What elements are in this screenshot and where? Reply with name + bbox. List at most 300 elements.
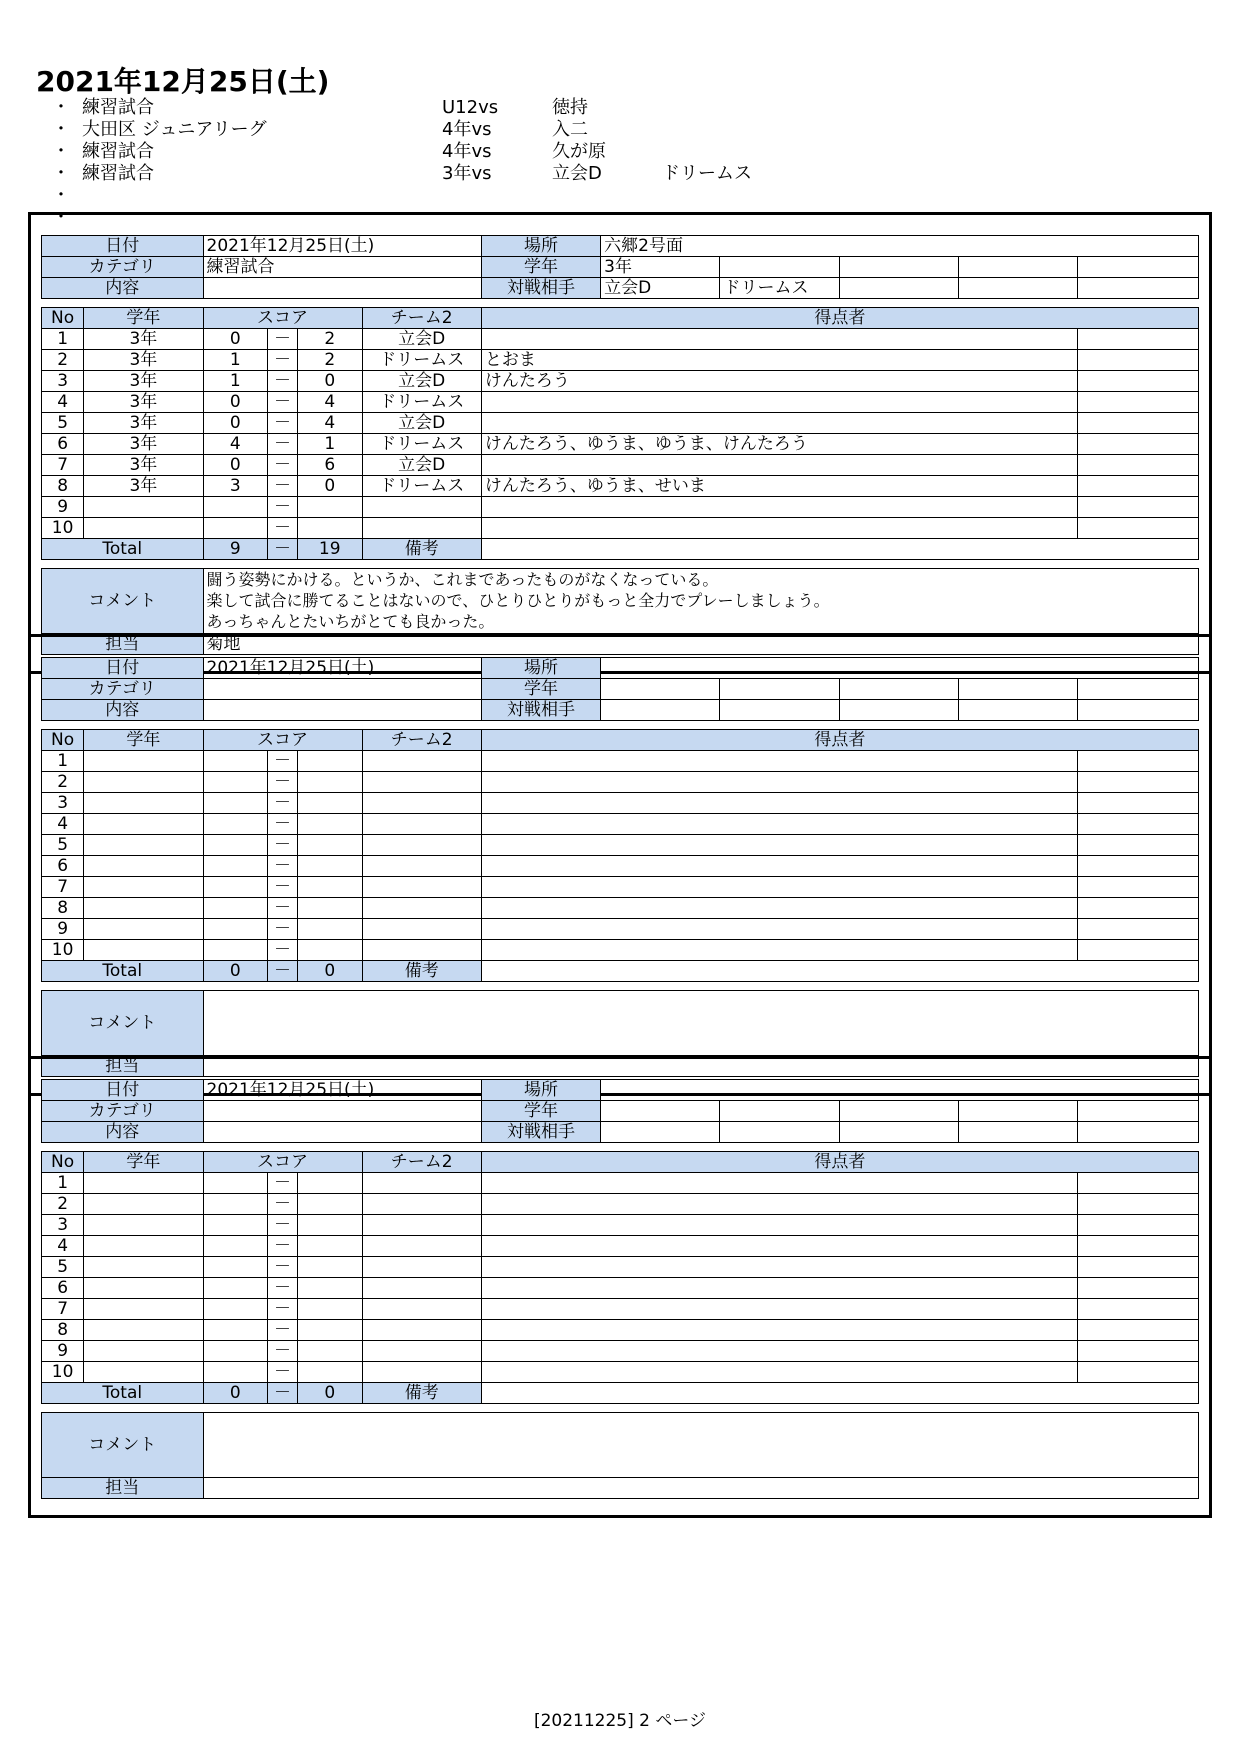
row-no: 1 xyxy=(42,1173,84,1194)
place-value xyxy=(601,658,1199,679)
grade-value xyxy=(601,679,720,700)
row-score-2: 4 xyxy=(297,413,362,434)
score-header: スコア xyxy=(203,1152,362,1173)
table-row xyxy=(42,772,1199,793)
row-scorers: けんたろう、ゆうま、ゆうま、けんたろう xyxy=(481,434,1077,455)
row-no: 10 xyxy=(42,940,84,961)
row-team2: ドリームス xyxy=(362,476,481,497)
score-header: スコア xyxy=(203,730,362,751)
score-header: スコア xyxy=(203,308,362,329)
table-row xyxy=(42,1320,1199,1341)
row-no: 3 xyxy=(42,371,84,392)
schedule-type: 練習試合 xyxy=(82,97,154,118)
score-dash: － xyxy=(268,350,298,371)
row-team2 xyxy=(362,940,481,961)
row-scorers: けんたろう xyxy=(481,371,1077,392)
score-dash: － xyxy=(268,1257,298,1278)
in-charge-label: 担当 xyxy=(42,634,204,655)
row-score-1 xyxy=(203,898,268,919)
schedule-opponent: 立会D xyxy=(552,163,602,184)
row-scorers: とおま xyxy=(481,350,1077,371)
row-score-1 xyxy=(203,1257,268,1278)
row-no: 10 xyxy=(42,1362,84,1383)
row-scorers xyxy=(481,856,1077,877)
grade-extra xyxy=(959,1101,1078,1122)
score-dash: － xyxy=(268,518,298,539)
row-score-1: 3 xyxy=(203,476,268,497)
row-scorers-extra xyxy=(1078,1341,1199,1362)
row-grade xyxy=(84,856,203,877)
opponent-extra xyxy=(1078,700,1199,721)
notes-value xyxy=(481,1383,1198,1404)
page-title: 2021年12月25日(土) xyxy=(36,65,330,98)
row-score-1 xyxy=(203,1320,268,1341)
row-grade: 3年 xyxy=(84,434,203,455)
row-score-2 xyxy=(297,856,362,877)
row-grade xyxy=(84,940,203,961)
row-team2: 立会D xyxy=(362,371,481,392)
row-score-1 xyxy=(203,1341,268,1362)
row-score-2 xyxy=(297,497,362,518)
grade-label: 学年 xyxy=(481,257,600,278)
row-scorers xyxy=(481,835,1077,856)
no-header: No xyxy=(42,308,84,329)
row-team2 xyxy=(362,1194,481,1215)
row-team2: 立会D xyxy=(362,455,481,476)
row-score-1 xyxy=(203,518,268,539)
row-team2 xyxy=(362,1257,481,1278)
row-grade xyxy=(84,898,203,919)
score-dash: － xyxy=(268,539,298,560)
score-dash: － xyxy=(268,793,298,814)
opponent-label: 対戦相手 xyxy=(481,1122,600,1143)
notes-label: 備考 xyxy=(362,961,481,982)
table-row xyxy=(42,814,1199,835)
place-label: 場所 xyxy=(481,1080,600,1101)
row-scorers-extra xyxy=(1078,1299,1199,1320)
comment-line: あっちゃんとたいちがとても良かった。 xyxy=(206,612,495,631)
score-dash: － xyxy=(268,919,298,940)
table-row xyxy=(42,350,1199,371)
scorers-header: 得点者 xyxy=(481,308,1198,329)
in-charge-label: 担当 xyxy=(42,1056,204,1077)
row-scorers-extra xyxy=(1078,392,1199,413)
score-dash: － xyxy=(268,434,298,455)
place-value xyxy=(601,1080,1199,1101)
content-label: 内容 xyxy=(42,1122,204,1143)
score-table xyxy=(41,307,1199,560)
score-dash: － xyxy=(268,1299,298,1320)
row-scorers xyxy=(481,329,1077,350)
opponent-extra xyxy=(1078,278,1199,299)
row-scorers-extra xyxy=(1078,413,1199,434)
grade-extra xyxy=(959,257,1078,278)
row-scorers xyxy=(481,1215,1077,1236)
row-team2 xyxy=(362,1299,481,1320)
score-dash: － xyxy=(268,476,298,497)
row-scorers-extra xyxy=(1078,518,1199,539)
match-report-block xyxy=(28,634,1212,1096)
scorers-header: 得点者 xyxy=(481,1152,1198,1173)
table-row xyxy=(42,329,1199,350)
total-label: Total xyxy=(42,1383,204,1404)
schedule-bullet: ・ xyxy=(52,97,70,118)
row-score-1 xyxy=(203,1194,268,1215)
opponent-extra xyxy=(839,1122,958,1143)
row-scorers-extra xyxy=(1078,434,1199,455)
opponent-value-2 xyxy=(720,1122,839,1143)
date-label: 日付 xyxy=(42,236,204,257)
row-scorers-extra xyxy=(1078,877,1199,898)
table-row xyxy=(42,940,1199,961)
row-scorers-extra xyxy=(1078,329,1199,350)
notes-value xyxy=(481,539,1198,560)
total-label: Total xyxy=(42,961,204,982)
score-table xyxy=(41,1151,1199,1404)
total-row xyxy=(42,1383,1199,1404)
row-scorers-extra xyxy=(1078,1173,1199,1194)
score-dash: － xyxy=(268,835,298,856)
row-scorers-extra xyxy=(1078,814,1199,835)
schedule-bullet: ・ xyxy=(52,207,70,228)
comment-label: コメント xyxy=(42,569,204,634)
row-team2: ドリームス xyxy=(362,350,481,371)
date-label: 日付 xyxy=(42,1080,204,1101)
row-no: 4 xyxy=(42,814,84,835)
row-grade xyxy=(84,1362,203,1383)
opponent-label: 対戦相手 xyxy=(481,700,600,721)
schedule-bullet: ・ xyxy=(52,141,70,162)
row-scorers xyxy=(481,793,1077,814)
table-row xyxy=(42,1362,1199,1383)
content-value xyxy=(203,700,481,721)
total-score-1: 9 xyxy=(203,539,268,560)
row-score-2 xyxy=(297,814,362,835)
schedule-bullet: ・ xyxy=(52,119,70,140)
row-score-2: 2 xyxy=(297,350,362,371)
score-dash: － xyxy=(268,413,298,434)
row-score-2 xyxy=(297,793,362,814)
row-grade xyxy=(84,1341,203,1362)
table-row xyxy=(42,1173,1199,1194)
score-dash: － xyxy=(268,371,298,392)
row-score-2 xyxy=(297,1341,362,1362)
row-score-1 xyxy=(203,751,268,772)
comment-value xyxy=(203,1413,1198,1478)
row-team2 xyxy=(362,1320,481,1341)
row-scorers-extra xyxy=(1078,772,1199,793)
row-team2 xyxy=(362,835,481,856)
row-score-1 xyxy=(203,940,268,961)
row-team2 xyxy=(362,856,481,877)
grade-header: 学年 xyxy=(84,1152,203,1173)
row-scorers xyxy=(481,919,1077,940)
score-dash: － xyxy=(268,877,298,898)
row-no: 8 xyxy=(42,1320,84,1341)
row-score-1 xyxy=(203,1236,268,1257)
row-score-2: 0 xyxy=(297,476,362,497)
grade-extra xyxy=(1078,1101,1199,1122)
row-score-1 xyxy=(203,1278,268,1299)
grade-extra xyxy=(1078,679,1199,700)
row-grade xyxy=(84,1320,203,1341)
row-scorers xyxy=(481,898,1077,919)
score-dash: － xyxy=(268,898,298,919)
grade-extra xyxy=(720,679,839,700)
row-no: 3 xyxy=(42,793,84,814)
total-score-2: 0 xyxy=(297,1383,362,1404)
opponent-value xyxy=(601,1122,720,1143)
row-score-2 xyxy=(297,1194,362,1215)
row-team2 xyxy=(362,1341,481,1362)
row-team2 xyxy=(362,919,481,940)
row-scorers-extra xyxy=(1078,835,1199,856)
row-no: 9 xyxy=(42,1341,84,1362)
row-score-2 xyxy=(297,898,362,919)
row-scorers xyxy=(481,1236,1077,1257)
table-row xyxy=(42,434,1199,455)
notes-label: 備考 xyxy=(362,1383,481,1404)
row-grade xyxy=(84,518,203,539)
row-scorers xyxy=(481,1257,1077,1278)
row-scorers-extra xyxy=(1078,1215,1199,1236)
row-grade xyxy=(84,1299,203,1320)
row-scorers-extra xyxy=(1078,476,1199,497)
row-scorers-extra xyxy=(1078,919,1199,940)
row-score-1 xyxy=(203,919,268,940)
total-score-1: 0 xyxy=(203,1383,268,1404)
row-scorers xyxy=(481,751,1077,772)
opponent-label: 対戦相手 xyxy=(481,278,600,299)
row-score-1 xyxy=(203,814,268,835)
team2-header: チーム2 xyxy=(362,1152,481,1173)
grade-extra xyxy=(1078,257,1199,278)
row-no: 1 xyxy=(42,751,84,772)
score-dash: － xyxy=(268,1215,298,1236)
category-value: 練習試合 xyxy=(203,257,481,278)
row-grade: 3年 xyxy=(84,392,203,413)
row-scorers-extra xyxy=(1078,898,1199,919)
table-row xyxy=(42,1194,1199,1215)
row-team2: 立会D xyxy=(362,329,481,350)
row-scorers xyxy=(481,455,1077,476)
row-grade xyxy=(84,1215,203,1236)
schedule-opponent: 入二 xyxy=(552,119,588,140)
row-no: 5 xyxy=(42,835,84,856)
row-team2: ドリームス xyxy=(362,392,481,413)
opponent-extra xyxy=(959,700,1078,721)
schedule-opponent-2: ドリームス xyxy=(662,163,752,184)
score-table xyxy=(41,729,1199,982)
row-scorers xyxy=(481,413,1077,434)
row-scorers-extra xyxy=(1078,371,1199,392)
row-scorers: けんたろう、ゆうま、せいま xyxy=(481,476,1077,497)
row-team2 xyxy=(362,518,481,539)
notes-value xyxy=(481,961,1198,982)
row-score-2 xyxy=(297,1257,362,1278)
score-dash: － xyxy=(268,1194,298,1215)
table-row xyxy=(42,835,1199,856)
table-row xyxy=(42,413,1199,434)
row-score-1 xyxy=(203,793,268,814)
row-no: 4 xyxy=(42,392,84,413)
row-grade: 3年 xyxy=(84,350,203,371)
row-grade xyxy=(84,835,203,856)
row-grade xyxy=(84,1173,203,1194)
row-team2 xyxy=(362,497,481,518)
schedule-grade: 4年vs xyxy=(442,119,492,140)
row-score-2 xyxy=(297,919,362,940)
row-no: 3 xyxy=(42,1215,84,1236)
row-score-2 xyxy=(297,1215,362,1236)
row-score-2 xyxy=(297,940,362,961)
row-scorers xyxy=(481,1173,1077,1194)
scorers-header: 得点者 xyxy=(481,730,1198,751)
row-no: 9 xyxy=(42,497,84,518)
row-scorers-extra xyxy=(1078,1320,1199,1341)
opponent-value-2: ドリームス xyxy=(720,278,839,299)
match-info-table xyxy=(41,1079,1199,1143)
row-scorers xyxy=(481,1299,1077,1320)
date-label: 日付 xyxy=(42,658,204,679)
row-score-2: 6 xyxy=(297,455,362,476)
row-score-2 xyxy=(297,1278,362,1299)
row-grade xyxy=(84,1278,203,1299)
category-value xyxy=(203,1101,481,1122)
score-dash: － xyxy=(268,940,298,961)
score-dash: － xyxy=(268,772,298,793)
row-scorers-extra xyxy=(1078,1362,1199,1383)
row-team2 xyxy=(362,877,481,898)
notes-label: 備考 xyxy=(362,539,481,560)
row-score-2: 1 xyxy=(297,434,362,455)
row-score-1: 0 xyxy=(203,455,268,476)
comment-value xyxy=(203,991,1198,1056)
row-no: 5 xyxy=(42,413,84,434)
row-score-2: 2 xyxy=(297,329,362,350)
row-score-1 xyxy=(203,877,268,898)
row-score-1 xyxy=(203,497,268,518)
match-info-table xyxy=(41,657,1199,721)
schedule-bullet: ・ xyxy=(52,185,70,206)
date-value: 2021年12月25日(土) xyxy=(203,658,481,679)
row-no: 2 xyxy=(42,350,84,371)
content-label: 内容 xyxy=(42,278,204,299)
row-grade xyxy=(84,751,203,772)
in-charge-label: 担当 xyxy=(42,1478,204,1499)
category-label: カテゴリ xyxy=(42,1101,204,1122)
row-scorers xyxy=(481,1341,1077,1362)
grade-extra xyxy=(959,679,1078,700)
match-report-block xyxy=(28,1056,1212,1518)
table-row xyxy=(42,518,1199,539)
total-score-1: 0 xyxy=(203,961,268,982)
schedule-bullet: ・ xyxy=(52,163,70,184)
table-row xyxy=(42,392,1199,413)
comment-line: 闘う姿勢にかける。というか、これまであったものがなくなっている。 xyxy=(206,570,719,589)
row-scorers-extra xyxy=(1078,793,1199,814)
row-team2 xyxy=(362,898,481,919)
row-score-2: 0 xyxy=(297,371,362,392)
team2-header: チーム2 xyxy=(362,730,481,751)
row-team2 xyxy=(362,751,481,772)
opponent-extra xyxy=(839,700,958,721)
row-scorers xyxy=(481,772,1077,793)
row-grade xyxy=(84,1257,203,1278)
score-dash: － xyxy=(268,392,298,413)
row-team2 xyxy=(362,1236,481,1257)
score-dash: － xyxy=(268,455,298,476)
match-report-block xyxy=(28,212,1212,674)
row-grade xyxy=(84,877,203,898)
row-scorers-extra xyxy=(1078,856,1199,877)
row-scorers xyxy=(481,1320,1077,1341)
comment-label: コメント xyxy=(42,991,204,1056)
row-team2 xyxy=(362,814,481,835)
schedule-opponent: 徳持 xyxy=(552,97,588,118)
row-no: 8 xyxy=(42,898,84,919)
row-no: 2 xyxy=(42,772,84,793)
table-row xyxy=(42,1215,1199,1236)
row-no: 9 xyxy=(42,919,84,940)
table-row xyxy=(42,1236,1199,1257)
row-score-1: 0 xyxy=(203,413,268,434)
row-score-1 xyxy=(203,1215,268,1236)
score-dash: － xyxy=(268,1236,298,1257)
score-dash: － xyxy=(268,497,298,518)
row-grade: 3年 xyxy=(84,371,203,392)
schedule-grade: U12vs xyxy=(442,97,499,118)
in-charge-value xyxy=(203,1478,1198,1499)
opponent-value xyxy=(601,700,720,721)
row-score-2 xyxy=(297,877,362,898)
row-no: 1 xyxy=(42,329,84,350)
row-score-1 xyxy=(203,1299,268,1320)
place-label: 場所 xyxy=(481,236,600,257)
row-score-2 xyxy=(297,751,362,772)
comment-line: 楽して試合に勝てることはないので、ひとりひとりがもっと全力でプレーしましょう。 xyxy=(206,591,830,610)
opponent-extra xyxy=(959,278,1078,299)
row-no: 4 xyxy=(42,1236,84,1257)
row-score-2 xyxy=(297,1299,362,1320)
place-label: 場所 xyxy=(481,658,600,679)
row-score-2 xyxy=(297,1173,362,1194)
row-grade xyxy=(84,919,203,940)
row-team2 xyxy=(362,1173,481,1194)
grade-label: 学年 xyxy=(481,1101,600,1122)
table-row xyxy=(42,751,1199,772)
total-score-2: 0 xyxy=(297,961,362,982)
content-value xyxy=(203,278,481,299)
row-team2 xyxy=(362,1362,481,1383)
grade-value: 3年 xyxy=(601,257,720,278)
comment-label: コメント xyxy=(42,1413,204,1478)
row-no: 10 xyxy=(42,518,84,539)
grade-value xyxy=(601,1101,720,1122)
category-label: カテゴリ xyxy=(42,679,204,700)
no-header: No xyxy=(42,1152,84,1173)
no-header: No xyxy=(42,730,84,751)
schedule-type: 練習試合 xyxy=(82,163,154,184)
row-scorers-extra xyxy=(1078,1194,1199,1215)
row-score-2 xyxy=(297,1362,362,1383)
row-scorers-extra xyxy=(1078,940,1199,961)
table-row xyxy=(42,497,1199,518)
category-value xyxy=(203,679,481,700)
row-no: 2 xyxy=(42,1194,84,1215)
row-scorers-extra xyxy=(1078,1257,1199,1278)
content-value xyxy=(203,1122,481,1143)
